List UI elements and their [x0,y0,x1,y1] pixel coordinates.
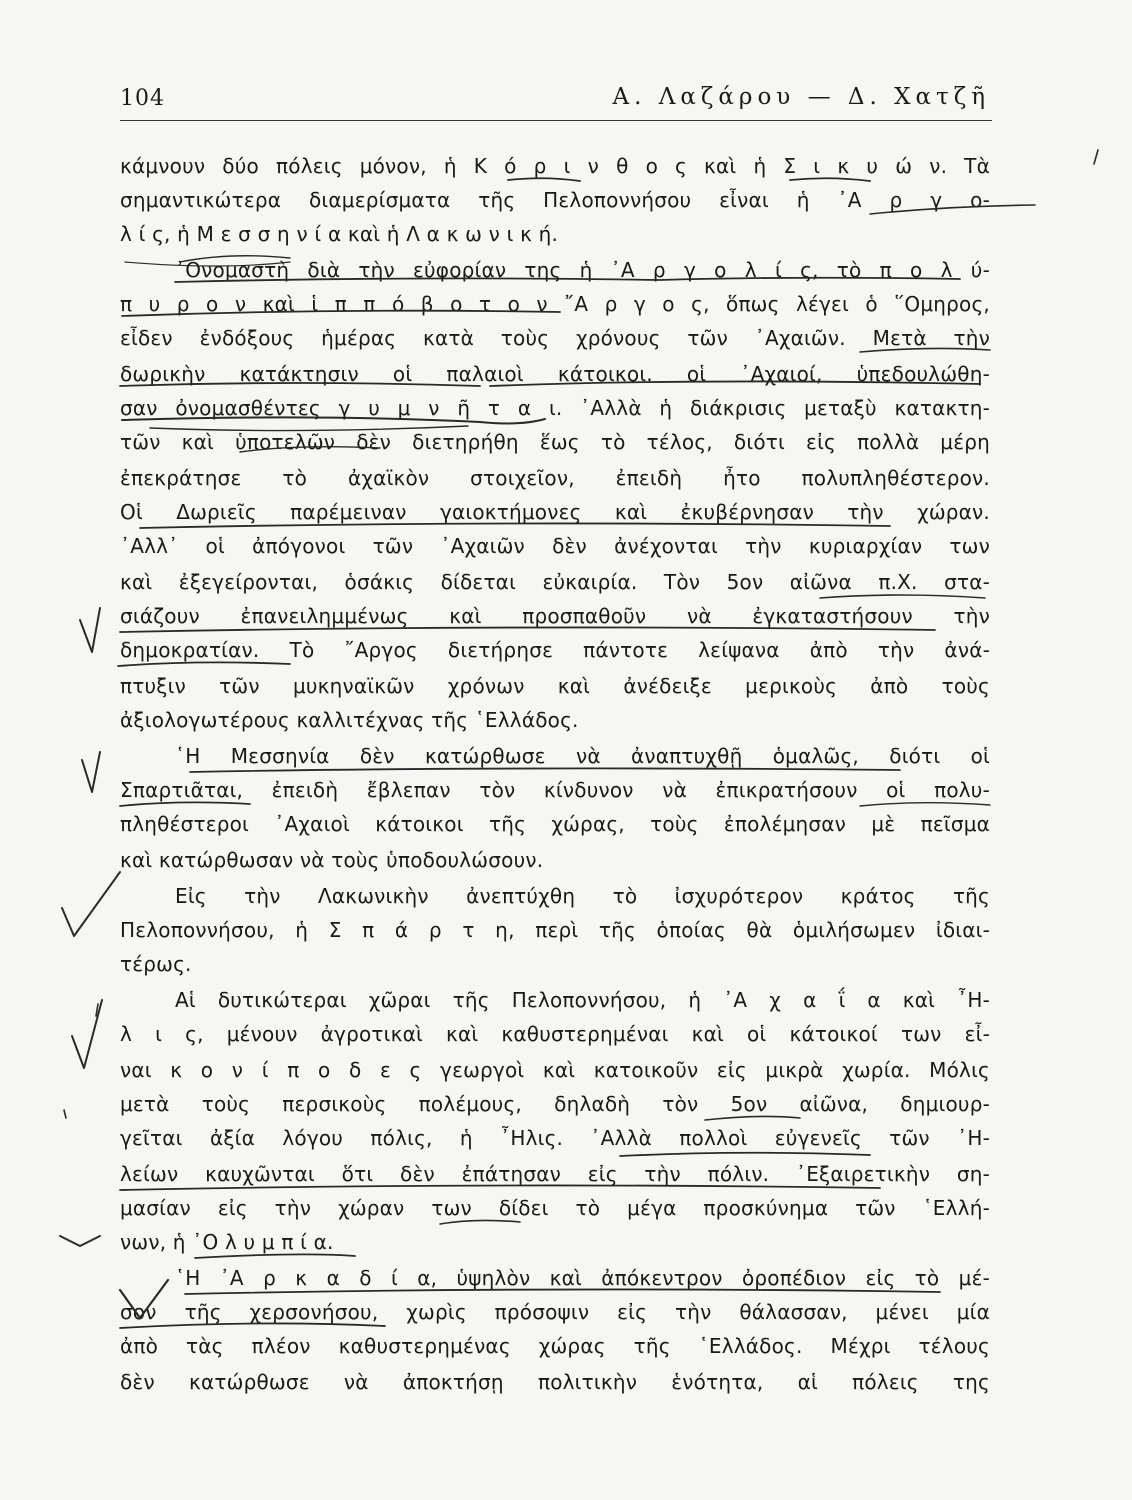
text-line: Εἰς τὴν Λακωνικὴν ἀνεπτύχθη τὸ ἰσχυρότερον κράτος τῆς [175,884,990,908]
check-mark [82,752,100,792]
margin-mark [64,1110,66,1118]
page-number: 104 [120,86,165,111]
text-line: π υ ρ ο ν καὶ ἱ π π ό β ο τ ο ν ῎Α ρ γ ο ς, ὅπως λέγει ὁ ῞Ομηρος, [120,292,990,316]
header-rule [120,120,992,121]
check-mark [62,872,120,936]
text-line: τῶν καὶ ὑποτελῶν δὲν διετηρήθη ἕως τὸ τέλος, διότι εἰς πολλὰ μέρη [120,430,990,454]
text-line: ναι κ ο ν ί π ο δ ε ς γεωργοὶ καὶ κατοικοῦν εἰς μικρὰ χωρία. Μόλις [120,1058,990,1082]
text-line: εἶδεν ἐνδόξους ἡμέρας κατὰ τοὺς χρόνους τῶν ᾿Αχαιῶν. Μετὰ τὴν [120,326,990,350]
text-line: ᾿Αλλ᾿ οἱ ἀπόγονοι τῶν ᾿Αχαιῶν δὲν ἀνέχονται τὴν κυριαρχίαν των [120,534,990,558]
text-line: δὲν κατώρθωσε νὰ ἀποκτήσῃ πολιτικὴν ἑνότητα, αἱ πόλεις της [120,1370,990,1394]
text-line: καὶ ἐξεγείρονται, ὁσάκις δίδεται εὐκαιρία. Τὸν 5ον αἰῶνα π.Χ. στα- [120,570,990,594]
text-line: τέρως. [120,952,192,976]
text-line: ᾿Ονομαστὴ διὰ τὴν εὐφορίαν της ἡ ᾿Α ρ γ ο λ ί ς, τὸ π ο λ ύ- [175,258,990,282]
text-line: λ ί ς, ἡ Μ ε σ σ η ν ί α καὶ ἡ Λ α κ ω ν ι κ ή. [120,222,559,246]
text-line: ἐπεκράτησε τὸ ἀχαϊκὸν στοιχεῖον, ἐπειδὴ ἦτο πολυπληθέστερον. [120,466,990,490]
text-line: μετὰ τοὺς περσικοὺς πολέμους, δηλαδὴ τὸν 5ον αἰῶνα, δημιουρ- [120,1092,990,1116]
text-line: πτυξιν τῶν μυκηναϊκῶν χρόνων καὶ ἀνέδειξε μερικοὺς ἀπὸ τοὺς [120,674,990,698]
text-line: Οἱ Δωριεῖς παρέμειναν γαιοκτήμονες καὶ ἐκυβέρνησαν τὴν χώραν. [120,500,990,524]
text-line: λείων καυχῶνται ὅτι δὲν ἐπάτησαν εἰς τὴν πόλιν. ᾿Εξαιρετικὴν ση- [120,1162,990,1186]
text-line: πληθέστεροι ᾿Αχαιοὶ κάτοικοι τῆς χώρας, τοὺς ἐπολέμησαν μὲ πεῖσμα [120,812,990,836]
text-line: λ ι ς, μένουν ἀγροτικαὶ καὶ καθυστερημέναι καὶ οἱ κάτοικοί των εἶ- [120,1022,990,1046]
page-header [120,80,990,120]
text-line: μασίαν εἰς τὴν χώραν των δίδει τὸ μέγα προσκύνημα τῶν ῾Ελλή- [120,1196,990,1220]
text-line: Σπαρτιᾶται, ἐπειδὴ ἔβλεπαν τὸν κίνδυνον νὰ ἐπικρατήσουν οἱ πολυ- [120,778,990,802]
text-line: δωρικὴν κατάκτησιν οἱ παλαιοὶ κάτοικοι. οἱ ᾿Αχαιοί, ὑπεδουλώθη- [120,362,990,386]
text-line: σον τῆς χερσονήσου, χωρὶς πρόσοψιν εἰς τὴν θάλασσαν, μένει μία [120,1300,990,1324]
text-line: ῾Η ᾿Α ρ κ α δ ί α, ὑψηλὸν καὶ ἀπόκεντρον ὀροπέδιον εἰς τὸ μέ- [175,1266,990,1290]
text-line: νων, ἡ ᾿Ο λ υ μ π ί α. [120,1230,334,1254]
text-line: σημαντικώτερα διαμερίσματα τῆς Πελοποννήσου εἶναι ἡ ᾿Α ρ γ ο- [120,188,990,212]
text-line: Πελοποννήσου, ἡ Σ π ά ρ τ η, περὶ τῆς ὁποίας θὰ ὁμιλήσωμεν ἰδιαι- [120,918,990,942]
text-line: ῾Η Μεσσηνία δὲν κατώρθωσε νὰ ἀναπτυχθῇ ὁμαλῶς, διότι οἱ [175,744,990,768]
margin-mark [96,1004,98,1016]
check-mark [72,1000,102,1068]
running-head: Α. Λαζάρου — Δ. Χατζῆ [612,84,990,110]
text-line: ἀπὸ τὰς πλέον καθυστερημένας χώρας τῆς ῾Ελλάδος. Μέχρι τέλους [120,1334,990,1358]
text-line: σαν ὀνομασθέντες γ υ μ ν ῆ τ α ι. ᾿Αλλὰ ἡ διάκρισις μεταξὺ κατακτη- [120,396,990,420]
text-line: δημοκρατίαν. Τὸ ῎Αργος διετήρησε πάντοτε λείψανα ἀπὸ τὴν ἀνά- [120,638,990,662]
text-line: κάμνουν δύο πόλεις μόνον, ἡ Κ ό ρ ι ν θ ο ς καὶ ἡ Σ ι κ υ ώ ν. Τὰ [120,154,990,178]
text-line: σιάζουν ἐπανειλημμένως καὶ προσπαθοῦν νὰ ἐγκαταστήσουν τὴν [120,604,990,628]
text-line: Αἱ δυτικώτεραι χῶραι τῆς Πελοποννήσου, ἡ ᾿Α χ α ΐ α καὶ ῏Η- [175,988,990,1012]
text-line: καὶ κατώρθωσαν νὰ τοὺς ὑποδουλώσουν. [120,848,544,872]
text-line: ἀξιολογωτέρους καλλιτέχνας τῆς ῾Ελλάδος. [120,708,579,732]
check-mark [60,1236,100,1246]
check-mark [80,608,100,652]
text-line: γεῖται ἀξία λόγου πόλις, ἡ ῏Ηλις. ᾿Αλλὰ πολλοὶ εὐγενεῖς τῶν ᾿Η- [120,1126,990,1150]
margin-mark [1094,150,1098,164]
